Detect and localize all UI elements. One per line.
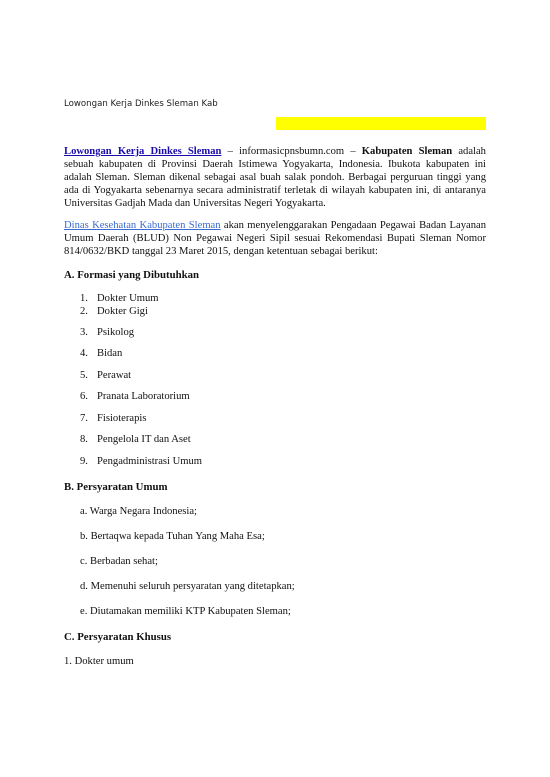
list-item: 5. Perawat [80, 370, 132, 381]
yellow-highlight-bar [276, 117, 486, 130]
list-item: 8. Pengelola IT dan Aset [80, 434, 191, 445]
list-item: 1. Dokter Umum [80, 293, 159, 304]
list-item: 3. Psikolog [80, 327, 135, 338]
list-item: 4. Bidan [80, 348, 123, 359]
list-item: 1. Dokter umum [64, 656, 134, 667]
announcement-text: akan menyelenggarakan Pengadaan Pegawai Badan Layanan Umum Daerah (BLUD) Non Pegawai Negeri Sipil sesuai Rekomendasi Bupati Sleman Nomor 814/0632/BKD tanggal 23 Maret 2015, dengan ketentuan sebagai berikut: [64, 220, 486, 257]
list-item: 2. Dokter Gigi [80, 306, 148, 317]
document-header: Lowongan Kerja Dinkes Sleman Kab [64, 99, 218, 109]
list-item: a. Warga Negara Indonesia; [80, 506, 198, 517]
list-item: 7. Fisioterapis [80, 413, 147, 424]
intro-text-2: adalah sebuah kabupaten di Provinsi Daerah Istimewa Yogyakarta, Indonesia. Ibukota kabupaten ini adalah Sleman. Sleman dikenal sebagai asal buah salak pondoh. Berbagai perguruan tinggi yang ada di Yogyakarta sebenarnya secara administratif terletak di wilayah kabupaten ini, di antaranya Universitas Gadjah Mada dan Universitas Negeri Yogyakarta. [64, 146, 486, 209]
section-c-title: C. Persyaratan Khusus [64, 631, 172, 643]
lowongan-link[interactable]: Lowongan Kerja Dinkes Sleman [64, 146, 222, 157]
section-b-title: B. Persyaratan Umum [64, 481, 168, 493]
dinas-link[interactable]: Dinas Kesehatan Kabupaten Sleman [64, 220, 221, 231]
list-item: 6. Pranata Laboratorium [80, 391, 190, 402]
list-item: c. Berbadan sehat; [80, 556, 158, 567]
intro-text-1: – informasicpnsbumn.com – [221, 146, 362, 157]
list-item: d. Memenuhi seluruh persyaratan yang ditetapkan; [80, 581, 295, 592]
section-a-title: A. Formasi yang Dibutuhkan [64, 269, 199, 281]
list-item: b. Bertaqwa kepada Tuhan Yang Maha Esa; [80, 531, 265, 542]
list-item: e. Diutamakan memiliki KTP Kabupaten Sleman; [80, 606, 291, 617]
intro-bold-kabupaten: Kabupaten Sleman [361, 146, 453, 157]
intro-paragraph [64, 145, 486, 210]
announcement-paragraph [64, 219, 486, 258]
list-item: 9. Pengadministrasi Umum [80, 456, 203, 467]
